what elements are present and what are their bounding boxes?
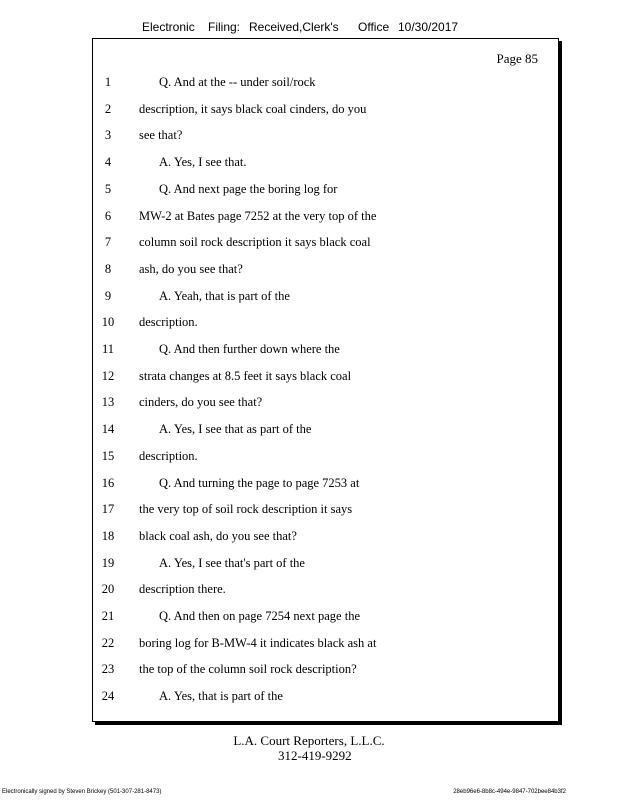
transcript-line xyxy=(93,582,558,602)
transcript-line xyxy=(93,395,558,415)
line-number: 14 xyxy=(101,422,115,437)
transcript-line xyxy=(93,128,558,148)
filing-stamp-header xyxy=(0,20,618,36)
filing-stamp-date: 10/30/2017 xyxy=(398,20,459,34)
line-text: Q. And at the -- under soil/rock xyxy=(159,75,316,89)
transcript-line xyxy=(93,609,558,629)
line-number: 4 xyxy=(104,155,112,170)
transcript-line xyxy=(93,102,558,122)
court-reporter-phone: 312-419-9292 xyxy=(278,748,352,763)
transcript-line xyxy=(93,502,558,522)
line-text: see that? xyxy=(139,128,183,143)
transcript-line xyxy=(93,476,558,496)
transcript-line xyxy=(93,556,558,576)
line-text: description. xyxy=(139,315,198,330)
line-number: 2 xyxy=(104,101,112,116)
transcript-line xyxy=(93,315,558,335)
transcript-line xyxy=(93,289,558,309)
line-text: A. Yes, that is part of the xyxy=(159,689,283,704)
transcript-line xyxy=(93,342,558,362)
transcript-line xyxy=(93,662,558,682)
line-text: boring log for B-MW-4 it indicates black ash at xyxy=(139,635,377,650)
court-reporter-name: L.A. Court Reporters, L.L.C. xyxy=(233,733,385,748)
line-text: A. Yes, I see that. xyxy=(159,155,247,170)
line-number: 15 xyxy=(101,448,115,463)
line-number: 10 xyxy=(101,315,115,330)
electronic-signature-note: Electronically signed by Steven Brickey (501-307-281-8473) xyxy=(2,789,162,795)
line-text: ash, do you see that? xyxy=(139,261,243,276)
transcript-line xyxy=(93,689,558,709)
transcript-line xyxy=(93,155,558,175)
transcript-page xyxy=(92,38,559,722)
document-hash: 28eb96e6-8b8c-494e-9847-702bee84b3f2 xyxy=(453,789,566,795)
transcript-line xyxy=(93,209,558,229)
line-number: 22 xyxy=(101,635,115,650)
line-text: description. xyxy=(139,448,198,463)
line-text: Q. And next page the boring log for xyxy=(159,181,338,196)
line-number: 3 xyxy=(104,128,112,143)
line-text: A. Yes, I see that's part of the xyxy=(159,555,305,570)
line-text: black coal ash, do you see that? xyxy=(139,528,297,543)
transcript-line xyxy=(93,529,558,549)
line-number: 17 xyxy=(101,502,115,517)
transcript-line xyxy=(93,235,558,255)
line-text: the very top of soil rock description it says xyxy=(139,502,353,517)
line-number: 23 xyxy=(101,662,115,677)
line-number: 9 xyxy=(104,288,112,303)
line-number: 16 xyxy=(101,475,115,490)
line-text: MW-2 at Bates page 7252 at the very top of the xyxy=(139,208,377,223)
filing-stamp-word: Office xyxy=(358,20,390,34)
line-number: 1 xyxy=(104,75,112,89)
line-number: 8 xyxy=(104,261,112,276)
transcript-line xyxy=(93,75,558,95)
line-text: description there. xyxy=(139,582,226,597)
line-text: the top of the column soil rock description? xyxy=(139,662,357,677)
line-text: column soil rock description it says black coal xyxy=(139,235,371,250)
line-number: 18 xyxy=(101,528,115,543)
line-number: 21 xyxy=(101,609,115,623)
transcript-line xyxy=(93,369,558,389)
line-text: cinders, do you see that? xyxy=(139,395,263,410)
line-number: 24 xyxy=(101,689,115,704)
line-number: 13 xyxy=(101,395,115,410)
line-number: 5 xyxy=(104,181,112,196)
line-text: Q. And turning the page to page 7253 at xyxy=(159,475,360,490)
line-number: 6 xyxy=(104,208,112,223)
transcript-line xyxy=(93,182,558,202)
line-number: 20 xyxy=(101,582,115,597)
filing-stamp-word: Filing: xyxy=(208,20,241,34)
line-number: 11 xyxy=(101,342,115,356)
transcript-line xyxy=(93,636,558,656)
page-number: Page 85 xyxy=(496,51,538,66)
filing-stamp-word: Electronic xyxy=(142,20,195,34)
line-number: 19 xyxy=(101,555,115,570)
transcript-line xyxy=(93,262,558,282)
line-text: Q. And then further down where the xyxy=(159,342,340,356)
line-number: 7 xyxy=(104,235,112,250)
line-text: A. Yes, I see that as part of the xyxy=(159,422,312,437)
line-text: strata changes at 8.5 feet it says black coal xyxy=(139,368,352,383)
line-text: description, it says black coal cinders, do you xyxy=(139,101,367,116)
line-number: 12 xyxy=(101,368,115,383)
line-text: A. Yeah, that is part of the xyxy=(159,288,290,303)
transcript-line xyxy=(93,422,558,442)
line-text: Q. And then on page 7254 next page the xyxy=(159,609,360,623)
filing-stamp-word: Received,Clerk's xyxy=(249,20,339,34)
transcript-line xyxy=(93,449,558,469)
